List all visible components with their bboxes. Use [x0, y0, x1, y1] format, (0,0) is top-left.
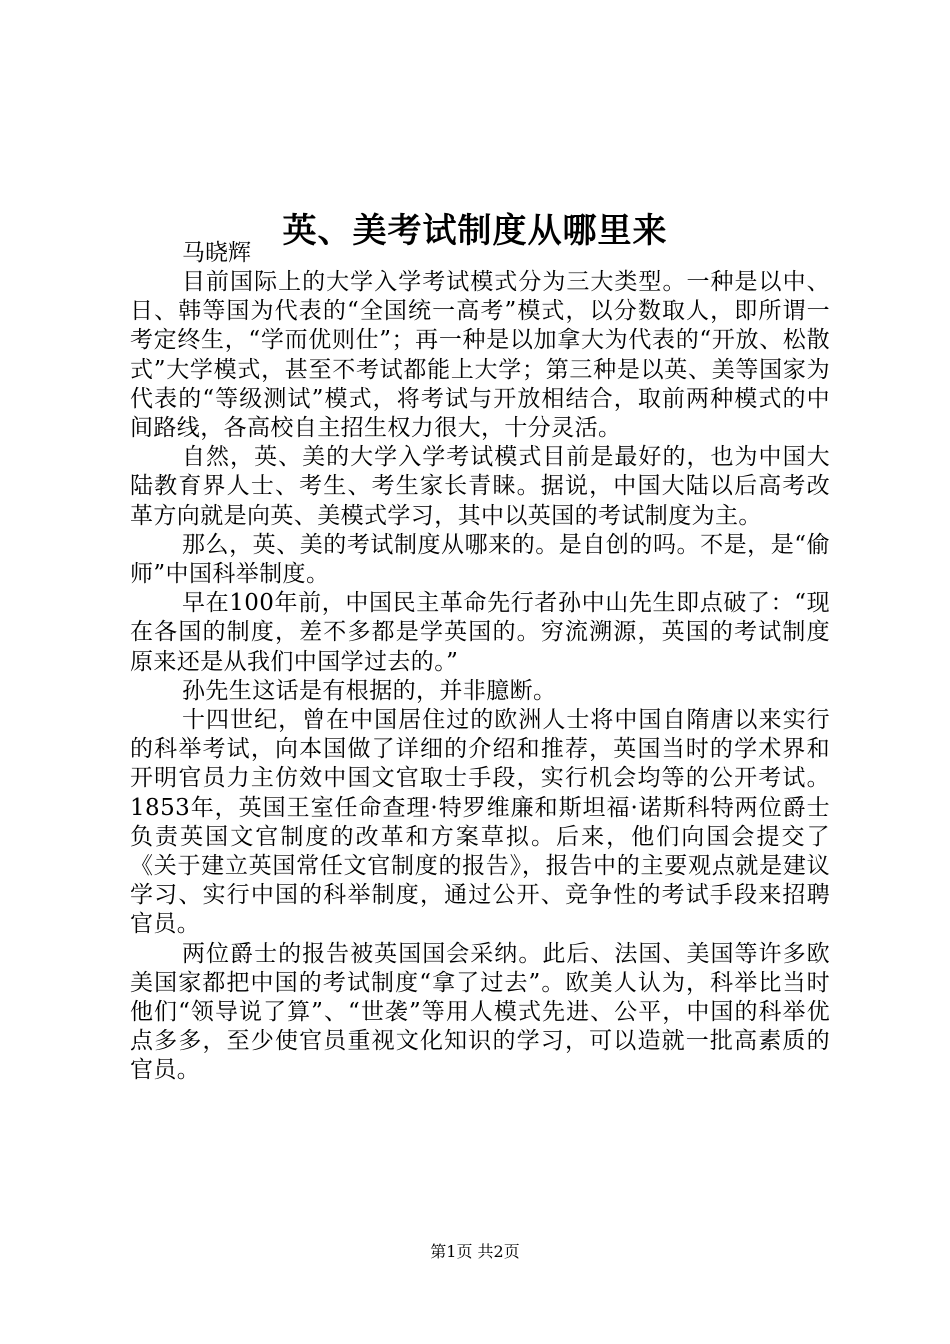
paragraph: 目前国际上的大学入学考试模式分为三大类型。一种是以中、日、韩等国为代表的“全国统一高考”模式，以分数取人，即所谓一考定终生，“学而优则仕”；再一种是以加拿大为代表的“开放、松散式”大学模式，甚至不考试都能上大学；第三种是以英、美等国家为代表的“等级测试”模式，将考试与开放相结合，取前两种模式的中间路线，各高校自主招生权力很大，十分灵活。: [130, 269, 830, 442]
paragraph: 那么，英、美的考试制度从哪来的。是自创的吗。不是，是“偷师”中国科举制度。: [130, 531, 830, 588]
paragraph: 十四世纪，曾在中国居住过的欧洲人士将中国自隋唐以来实行的科举考试，向本国做了详细的介绍和推荐，英国当时的学术界和开明官员力主仿效中国文官取士手段，实行机会均等的公开考试。1853年，英国王室任命查理·特罗维廉和斯坦福·诺斯科特两位爵士负责英国文官制度的改革和方案草拟。后来，他们向国会提交了《关于建立英国常任文官制度的报告》，报告中的主要观点就是建议学习、实行中国的科举制度，通过公开、竞争性的考试手段来招聘官员。: [130, 707, 830, 938]
paragraph: 孙先生这话是有根据的，并非臆断。: [182, 677, 557, 704]
page-footer: 第1页 共2页: [430, 1242, 520, 1261]
author-name: 马晓辉: [182, 240, 251, 266]
paragraph: 两位爵士的报告被英国国会采纳。此后、法国、美国等许多欧美国家都把中国的考试制度“拿了过去”。欧美人认为，科举比当时他们“领导说了算”、“世袭”等用人模式先进、公平，中国的科举优点多多，至少使官员重视文化知识的学习，可以造就一批高素质的官员。: [130, 940, 830, 1084]
paragraph: 自然，英、美的大学入学考试模式目前是最好的，也为中国大陆教育界人士、考生、考生家长青睐。据说，中国大陆以后高考改革方向就是向英、美模式学习，其中以英国的考试制度为主。: [130, 444, 830, 529]
article-body: [130, 268, 830, 1086]
document-title: 英、美考试制度从哪里来: [282, 210, 668, 251]
paragraph: 早在100年前，中国民主革命先行者孙中山先生即点破了：“现在各国的制度，差不多都是学英国的。穷流溯源，英国的考试制度原来还是从我们中国学过去的。”: [130, 590, 830, 675]
